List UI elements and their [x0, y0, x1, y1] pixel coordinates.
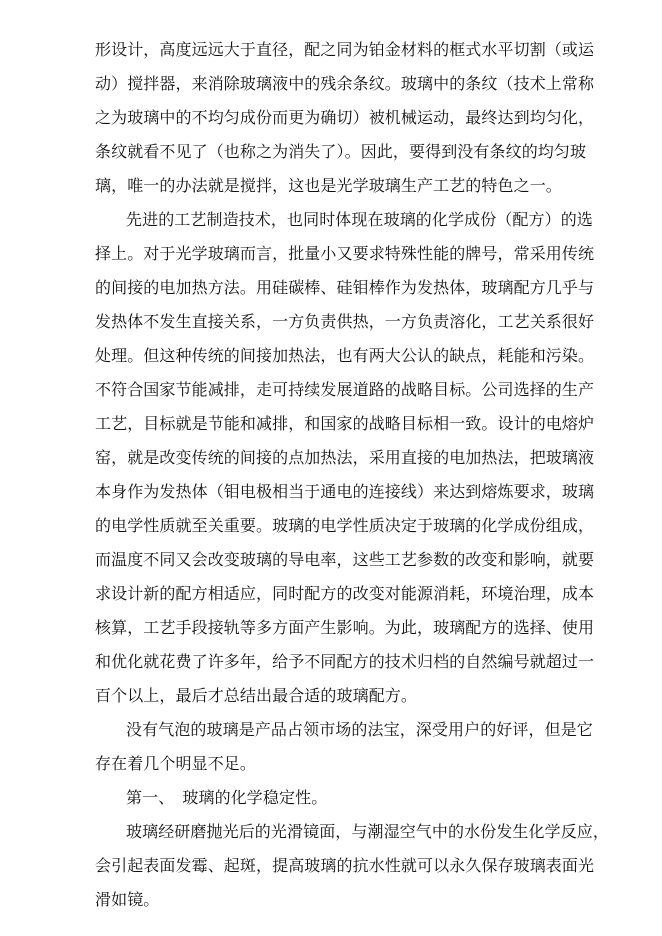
text-line: 核算，工艺手段接轨等多方面产生影响。为此，玻璃配方的选择、使用 — [95, 618, 595, 637]
text-line: 滑如镜。 — [95, 890, 160, 909]
text-line: 处理。但这种传统的间接加热法，也有两大公认的缺点，耗能和污染。 — [95, 346, 595, 365]
text-line: 璃，唯一的办法就是搅拌，这也是光学玻璃生产工艺的特色之一。 — [95, 176, 562, 195]
text-line: 择上。对于光学玻璃而言，批量小又要求特殊性能的牌号，常采用传统 — [95, 244, 595, 263]
section-heading: 第一、 玻璃的化学稳定性。 — [126, 788, 328, 807]
text-line: 动）搅拌器，来消除玻璃液中的残余条纹。玻璃中的条纹（技术上常称 — [95, 74, 595, 93]
text-line: 本身作为发热体（钼电极相当于通电的连接线）来达到熔炼要求，玻璃 — [95, 482, 595, 501]
text-line: 玻璃经研磨抛光后的光滑镜面，与潮湿空气中的水份发生化学反应， — [126, 822, 610, 841]
text-line: 形设计，高度远远大于直径，配之同为铂金材料的框式水平切割（或运 — [95, 40, 595, 59]
text-line: 不符合国家节能减排，走可持续发展道路的战略目标。公司选择的生产 — [95, 380, 595, 399]
text-line: 工艺，目标就是节能和减排，和国家的战略目标相一致。设计的电熔炉 — [95, 414, 595, 433]
text-line: 先进的工艺制造技术，也同时体现在玻璃的化学成份（配方）的选 — [126, 210, 593, 229]
text-line: 而温度不同又会改变玻璃的导电率，这些工艺参数的改变和影响，就要 — [95, 550, 595, 569]
text-line: 会引起表面发霉、起斑，提高玻璃的抗水性就可以永久保存玻璃表面光 — [95, 856, 595, 875]
text-line: 存在着几个明显不足。 — [95, 754, 257, 773]
text-line: 发热体不发生直接关系，一方负责供热，一方负责溶化，工艺关系很好 — [95, 312, 595, 331]
text-line: 窑，就是改变传统的间接的点加热法，采用直接的电加热法，把玻璃液 — [95, 448, 595, 467]
text-line: 条纹就看不见了（也称之为消失了）。因此，要得到没有条纹的均匀玻 — [95, 142, 587, 161]
text-line: 之为玻璃中的不均匀成份而更为确切）被机械运动，最终达到均匀化， — [95, 108, 595, 127]
text-line: 的间接的电加热方法。用硅碳棒、硅钼棒作为发热体，玻璃配方几乎与 — [95, 278, 595, 297]
text-line: 的电学性质就至关重要。玻璃的电学性质决定于玻璃的化学成份组成， — [95, 516, 595, 535]
text-line: 求设计新的配方相适应，同时配方的改变对能源消耗，环境治理，成本 — [95, 584, 595, 603]
text-line: 没有气泡的玻璃是产品占领市场的法宝，深受用户的好评，但是它 — [126, 720, 593, 739]
text-line: 百个以上，最后才总结出最合适的玻璃配方。 — [95, 686, 418, 705]
text-line: 和优化就花费了许多年，给予不同配方的技术归档的自然编号就超过一 — [95, 652, 595, 671]
